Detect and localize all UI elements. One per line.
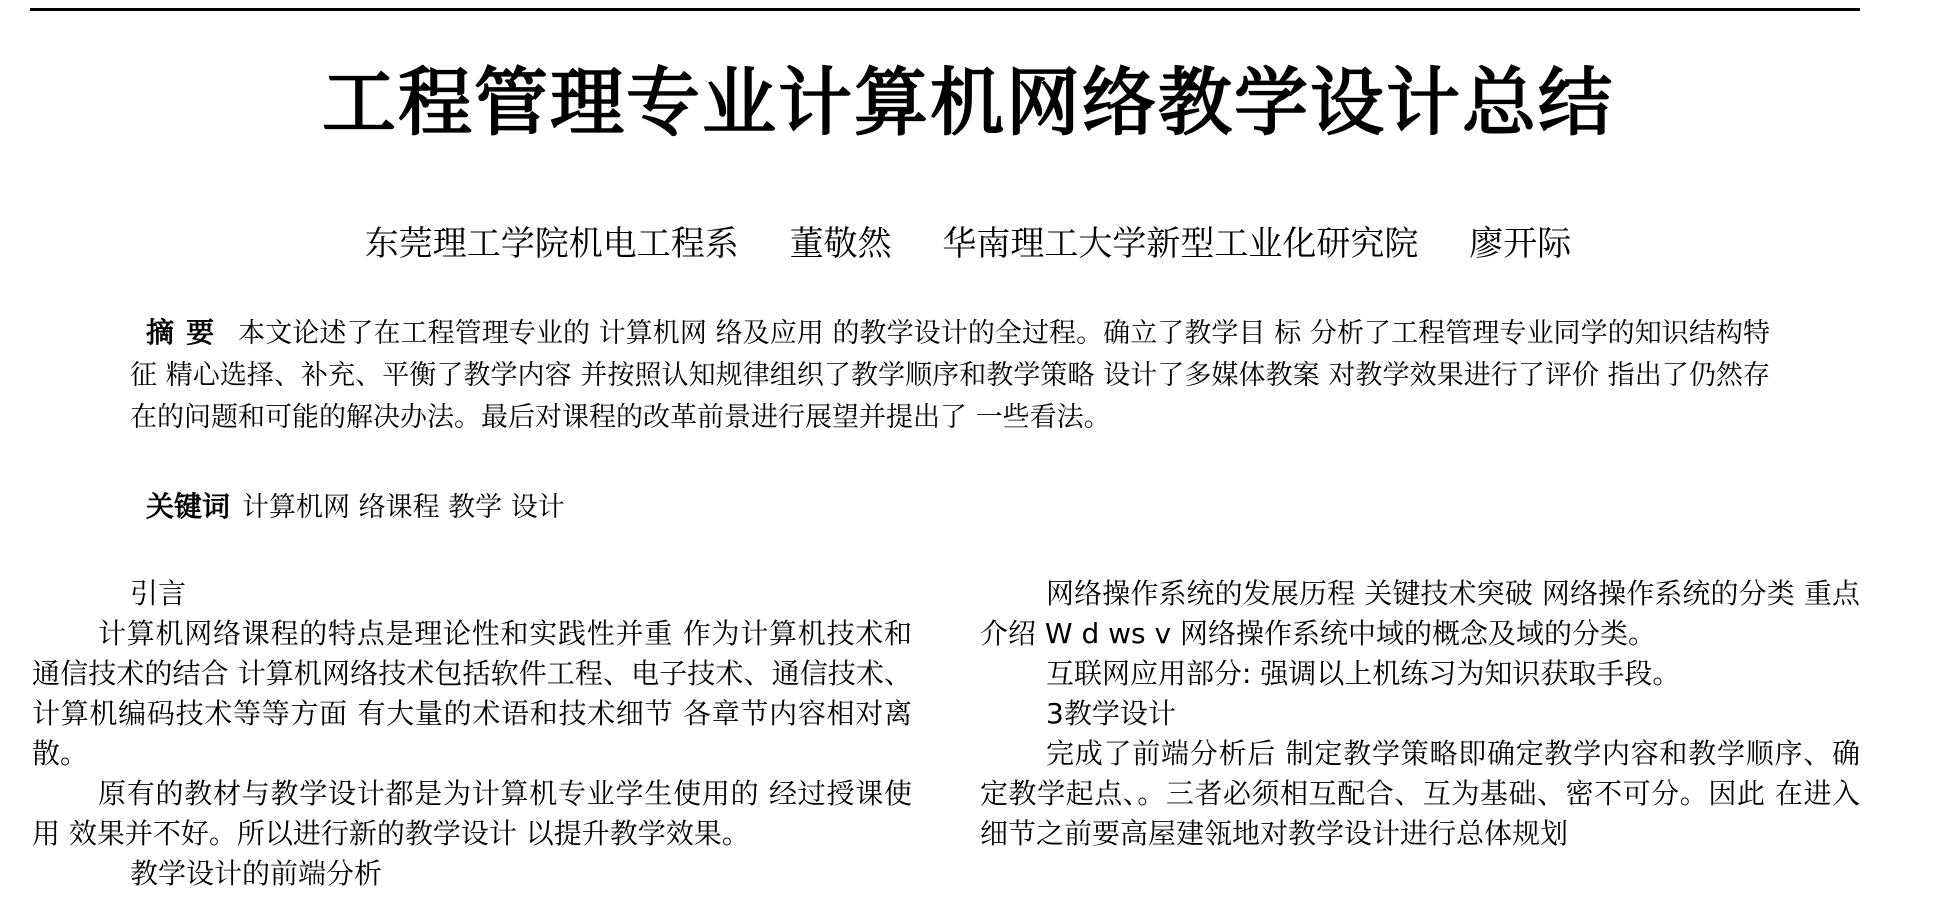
affiliation-1: 东莞理工学院机电工程系 <box>364 224 739 264</box>
paragraph: 互联网应用部分: 强调以上机练习为知识获取手段。 <box>1046 657 1681 690</box>
paragraph: 计算机网络课程的特点是理论性和实践性并重 作为计算机技术和通信技术的结合 计算机网络技术包括软件工程、电子技术、通信技术、计算机编码技术等等方面 有大量的术语和技术细节 各章节内容相对离散。 <box>32 617 912 770</box>
abstract-label: 摘要 <box>146 316 227 349</box>
section-heading-analysis: 教学设计的前端分析 <box>130 857 383 890</box>
abstract <box>130 312 1770 439</box>
paragraph: 网络操作系统的发展历程 关键技术突破 网络操作系统的分类 重点介绍 W d ws v 网络操作系统中域的概念及域的分类。 <box>980 577 1860 650</box>
section-heading-design: 3教学设计 <box>1046 697 1176 730</box>
paragraph: 原有的教材与教学设计都是为计算机专业学生使用的 经过授课使用 效果并不好。所以进行新的教学设计 以提升教学效果。 <box>32 777 912 850</box>
paragraph: 完成了前端分析后 制定教学策略即确定教学内容和教学顺序、确定教学起点、。三者必须相互配合、互为基础、密不可分。因此 在进入细节之前要高屋建瓴地对教学设计进行总体规划 <box>980 737 1860 850</box>
section-heading-intro: 引言 <box>130 577 187 610</box>
paper-title: 工程管理专业计算机网络教学设计总结 <box>322 60 1614 146</box>
keywords-text: 计算机网 络课程 教学 设计 <box>242 492 565 523</box>
author-2: 廖开际 <box>1469 224 1572 264</box>
affiliation-2: 华南理工大学新型工业化研究院 <box>942 224 1419 264</box>
left-column <box>32 574 912 894</box>
author-1: 董敬然 <box>789 224 892 264</box>
abstract-text: 本文论述了在工程管理专业的 计算机网 络及应用 的教学设计的全过程。确立了教学目 标 分析了工程管理专业同学的知识结构特征 精心选择、补充、平衡了教学内容 并按照认知规律组织了教学顺序和教学策略 设计了多媒体教案 对教学效果进行了评价 指出了仍然存在的问题和可能的解决办法。最后对课程的改革前景进行展望并提出了 一些看法。 <box>130 318 1770 433</box>
keywords <box>146 486 565 529</box>
authors-line <box>0 222 1936 266</box>
top-rule <box>30 8 1860 11</box>
keywords-label: 关键词 <box>146 490 231 523</box>
right-column <box>980 574 1860 854</box>
